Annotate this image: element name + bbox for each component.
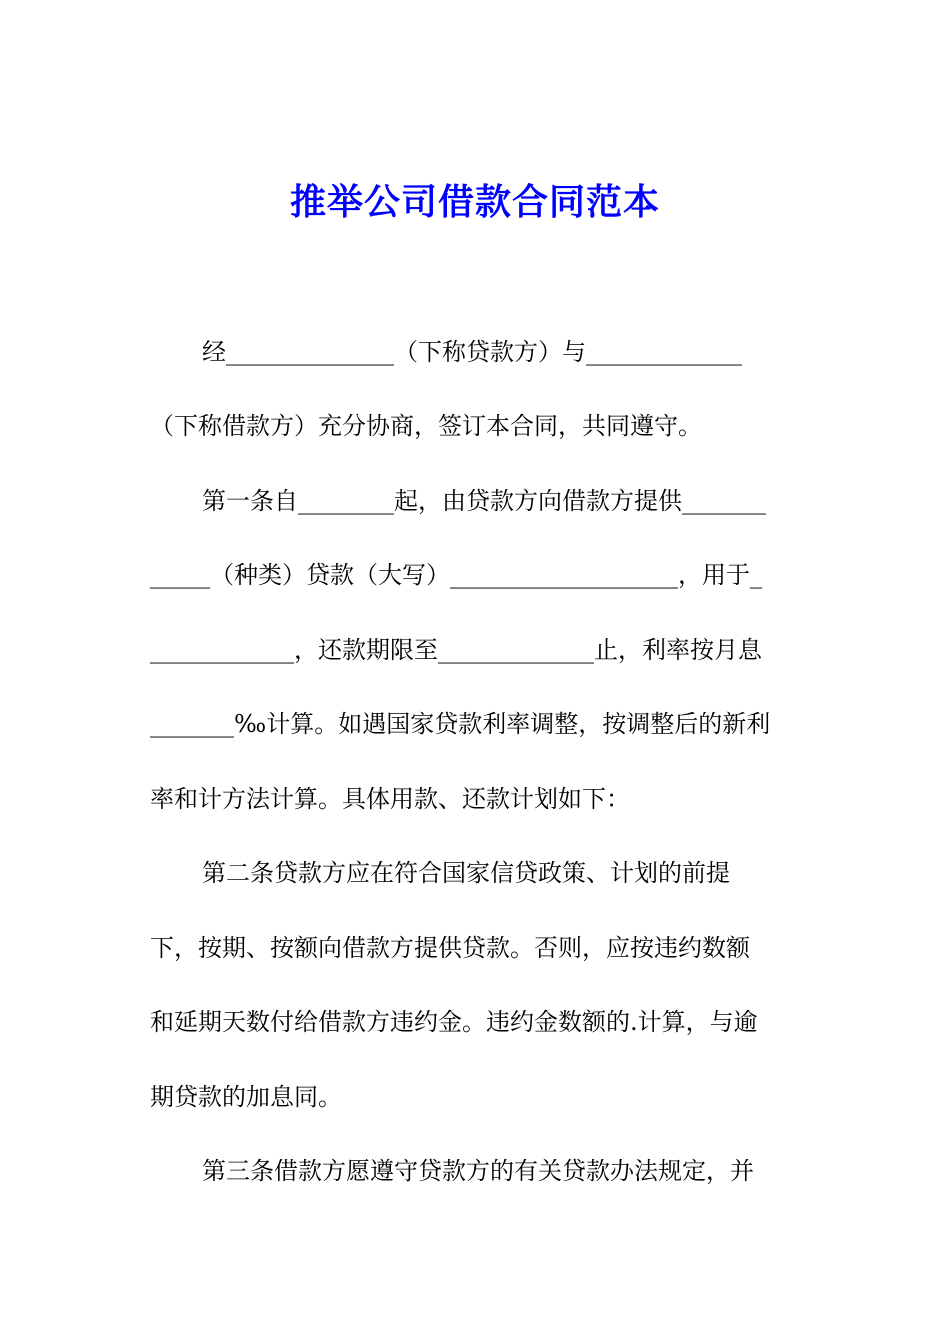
paragraph-line: 第一条自________起，由贷款方向借款方提供_______ [202, 487, 766, 515]
paragraph-line: _______‰计算。如遇国家贷款利率调整，按调整后的新利 [150, 710, 771, 738]
paragraph-line: 经______________（下称贷款方）与_____________ [202, 338, 742, 366]
paragraph-line: _____（种类）贷款（大写）___________________，用于_ [150, 561, 762, 589]
paragraph-line: 期贷款的加息同。 [150, 1083, 342, 1111]
paragraph-line: 下，按期、按额向借款方提供贷款。否则，应按违约数额 [150, 934, 750, 962]
paragraph-line: （下称借款方）充分协商，签订本合同，共同遵守。 [150, 412, 702, 440]
paragraph-line: 率和计方法计算。具体用款、还款计划如下： [150, 785, 630, 813]
paragraph-line: 第二条贷款方应在符合国家信贷政策、计划的前提 [202, 859, 730, 887]
paragraph-line: ____________，还款期限至_____________止，利率按月息 [150, 636, 762, 664]
paragraph-line: 第三条借款方愿遵守贷款方的有关贷款办法规定，并 [202, 1157, 754, 1185]
document-title: 推举公司借款合同范本 [289, 181, 660, 223]
paragraph-line: 和延期天数付给借款方违约金。违约金数额的.计算，与逾 [150, 1008, 758, 1036]
